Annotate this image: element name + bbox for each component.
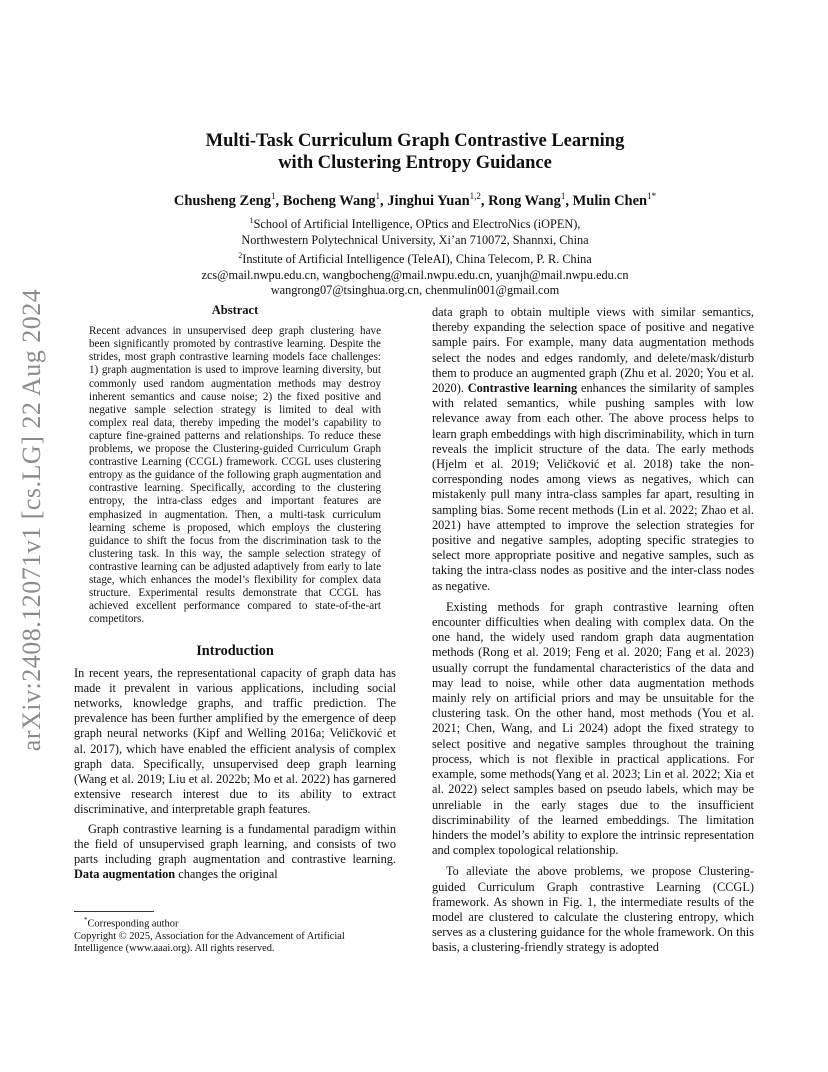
author-name: Jinghui Yuan bbox=[387, 192, 470, 209]
author-name: Bocheng Wang bbox=[282, 192, 376, 209]
affiliation-2-line-1: Institute of Artificial Intelligence (TeleAI), China Telecom, P. R. China bbox=[242, 252, 592, 267]
author-affil-mark: 1 bbox=[560, 191, 566, 201]
right-paragraph-1-tail: enhances the similarity of samples with related semantics, while pushing samples with low relevance away from each other. The above process helps to learn graph embeddings with high discriminability, which in turn reveals the implicit structure of the data. The early methods (Hjelm et al. 2019; Veličković et al. 2018) take the non-corresponding nodes among views as negatives, which can mistakenly pull many intra-class samples far apart, resulting in sampling bias. Some recent methods (Lin et al. 2022; Zhao et al. 2021) have attempted to improve the selection strategies for positive and negative samples, adopting specific strategies to select more appropriate positive and negative samples, such as taking the intra-class nodes as positive and the inter-class nodes as negative. bbox=[432, 381, 754, 593]
abstract-heading: Abstract bbox=[211, 303, 259, 317]
intro-paragraph-2-text: Graph contrastive learning is a fundamental paradigm within the field of unsupervised graph learning, and consists of two parts including graph augmentation and contrastive learning. bbox=[74, 821, 396, 866]
author-affil-mark: 1 bbox=[270, 191, 276, 201]
affiliation-mark: 2 bbox=[238, 251, 243, 261]
abstract-text: Recent advances in unsupervised deep graph clustering have been significantly promoted by contrastive learning. Despite the strides, most graph contrastive learning models face challenges: 1) graph augmentation is used to improve learning diversity, but commonly used random augmentation methods may destroy inherent semantics and cause noise; 2) the fixed positive and negative sample selection strategy is limited to deal with complex real data, thereby impeding the model’s capability to capture fine-grained patterns and relationships. To reduce these problems, we propose the Clustering-guided Curriculum Graph contrastive Learning (CCGL) framework. CCGL uses clustering entropy as the guidance of the following graph augmentation and contrastive learning. Specifically, according to the clustering entropy, the intra-class edges and important features are emphasized in augmentation. Then, a multi-task curriculum learning scheme is proposed, which employs the clustering guidance to shift the focus from the discrimination task to the clustering task. In this way, the sample selection strategy of contrastive learning can be adjusted adaptively from early to late stage, which enhances the model’s flexibility for complex data structure. Experimental results demonstrate that CCGL has achieved excellent performance compared to state-of-the-art competitors. bbox=[89, 325, 381, 626]
right-paragraph-1 bbox=[432, 305, 754, 594]
author-emails-line-2: wangrong07@tsinghua.org.cn, chenmulin001@gmail.com bbox=[270, 283, 560, 298]
affiliations bbox=[74, 213, 756, 299]
affiliation-1-line-1: School of Artificial Intelligence, OPtics and ElectroNics (iOPEN), bbox=[253, 216, 581, 231]
corresponding-author-text: Corresponding author bbox=[87, 918, 179, 930]
footnote-mark: * bbox=[84, 916, 88, 924]
footnotes bbox=[74, 914, 396, 956]
arxiv-identifier: arXiv:2408.12071v1 [cs.LG] 22 Aug 2024 bbox=[17, 288, 46, 752]
author-name: Chusheng Zeng bbox=[173, 192, 271, 209]
introduction-heading: Introduction bbox=[196, 643, 274, 660]
author-affil-mark: 1* bbox=[647, 191, 657, 201]
affiliation-mark: 1 bbox=[249, 215, 254, 225]
paper-title bbox=[74, 130, 756, 174]
copyright-notice: Copyright © 2025, Association for the Advancement of Artificial Intelligence (www.aaai.org). All rights reserved. bbox=[74, 930, 345, 955]
paper-header bbox=[74, 130, 756, 299]
data-augmentation-term: Data augmentation bbox=[74, 867, 176, 882]
affiliation-2 bbox=[74, 248, 756, 268]
arxiv-sidebar-stamp bbox=[14, 280, 50, 760]
author-name: Rong Wang bbox=[488, 192, 561, 209]
title-line-1: Multi-Task Curriculum Graph Contrastive Learning bbox=[205, 131, 625, 151]
right-column bbox=[432, 305, 754, 956]
intro-paragraph-2-tail: changes the original bbox=[175, 867, 278, 882]
author-emails-line-1: zcs@mail.nwpu.edu.cn, wangbocheng@mail.nwpu.edu.cn, yuanjh@mail.nwpu.edu.cn bbox=[201, 267, 629, 282]
author-affil-mark: 1,2 bbox=[469, 191, 481, 201]
author-affil-mark: 1 bbox=[375, 191, 381, 201]
affiliation-1 bbox=[74, 213, 756, 233]
title-line-2: with Clustering Entropy Guidance bbox=[278, 153, 552, 173]
affiliation-1-line-2: Northwestern Polytechnical University, Xi’an 710072, Shannxi, China bbox=[241, 232, 589, 247]
footnote-rule bbox=[74, 911, 154, 912]
left-column bbox=[74, 303, 396, 882]
intro-paragraph-1: In recent years, the representational capacity of graph data has made it prevalent in various applications, including social networks, knowledge graphs, and traffic prediction. The prevalence has been further amplified by the emergence of deep graph neural networks (Kipf and Welling 2016a; Veličković et al. 2017), which have enabled the efficient analysis of complex graph data. Specifically, unsupervised deep graph learning (Wang et al. 2019; Liu et al. 2022b; Mo et al. 2022) has garnered extensive research interest due to its ability to extract discriminative, and interpretable graph features. bbox=[74, 665, 396, 817]
author-name: Mulin Chen bbox=[572, 192, 648, 209]
right-paragraph-3: To alleviate the above problems, we propose Clustering-guided Curriculum Graph contrastive Learning (CCGL) framework. As shown in Fig. 1, the intermediate results of the model are clustered to calculate the clustering entropy, which serves as a clustering guidance for the whole framework. On this basis, a clustering-friendly strategy is adopted bbox=[432, 864, 754, 955]
right-paragraph-2: Existing methods for graph contrastive learning often encounter difficulties when dealing with complex data. On the one hand, the widely used random graph data augmentation methods (Rong et al. 2019; Feng et al. 2020; Fang et al. 2023) usually corrupt the fundamental characteristics of the data and may lead to noise, while other data augmentation methods mainly rely on artificial priors and may be unsuitable for the clustering task. On the other hand, most methods (You et al. 2021; Chen, Wang, and Li 2024) adopt the fixed strategy to select positive and negative samples throughout the training process, which is not flexible in practical applications. For example, some methods(Yang et al. 2023; Lin et al. 2022; Xia et al. 2022) select samples based on pseudo labels, which may be unreliable in the early stages due to the insufficient discriminability of the learned embeddings. The limitation hinders the model’s ability to explore the intrinsic representation and complex topological relationship. bbox=[432, 599, 754, 858]
contrastive-learning-term: Contrastive learning bbox=[467, 381, 578, 396]
author-list: Chusheng Zeng$^1$, Bocheng Wang$^1$, Jinghui Yuan$^{1,2}$, Rong Wang$^1$, Mulin Chen$^{1*}$ bbox=[173, 191, 657, 209]
corresponding-author-note bbox=[74, 914, 396, 931]
intro-paragraph-2 bbox=[74, 822, 396, 883]
right-paragraph-1-text: data graph to obtain multiple views with similar semantics, thereby expanding the selection space of positive and negative sample pairs. For example, many data augmentation methods select the nodes and edges randomly, and delete/mask/disturb them to produce an augmented graph (Zhu et al. 2020; You et al. 2020). bbox=[432, 305, 754, 396]
